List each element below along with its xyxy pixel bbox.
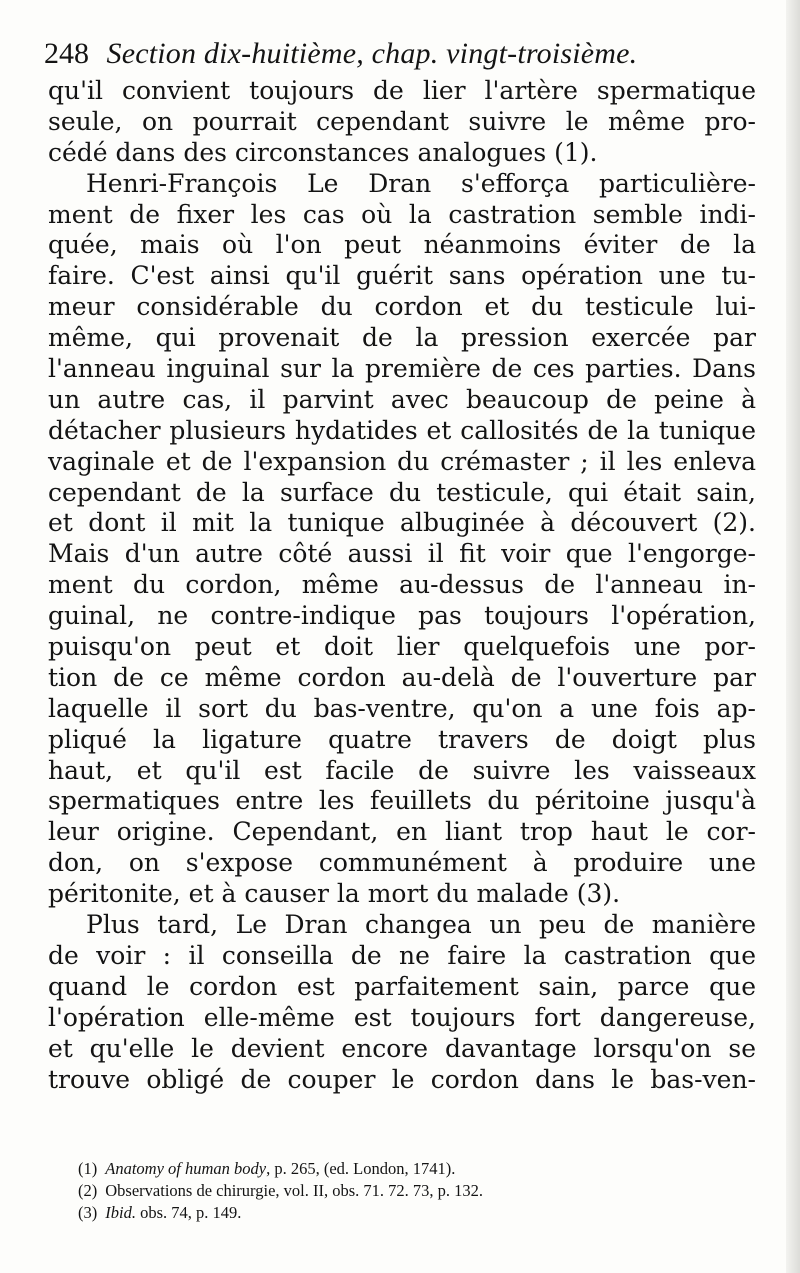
text-line: leur origine. Cependant, en liant trop haut le cor- — [48, 817, 756, 847]
text-line: laquelle il sort du bas-ventre, qu'on a une fois ap- — [48, 693, 756, 723]
text-line: quand le cordon est parfaitement sain, parce que — [48, 971, 756, 1001]
page-edge-shadow — [786, 0, 800, 1273]
text-line: haut, et qu'il est facile de suivre les vaisseaux — [48, 755, 756, 785]
text-line: l'opération elle-même est toujours fort dangereuse, — [48, 1002, 756, 1032]
text-line: pliqué la ligature quatre travers de doigt plus — [48, 724, 756, 754]
text-line: qu'il convient toujours de lier l'artère spermatique — [48, 76, 756, 105]
text-line: et qu'elle le devient encore davantage lorsqu'on se — [48, 1033, 756, 1063]
footnote-number: (1) — [78, 1159, 98, 1178]
text-line: faire. C'est ainsi qu'il guérit sans opération une tu- — [48, 261, 756, 291]
text-line: Plus tard, Le Dran changea un peu de manière — [86, 910, 756, 940]
text-line: cependant de la surface du testicule, qui était sain, — [48, 477, 756, 507]
text-line: puisqu'on peut et doit lier quelquefois une por- — [48, 632, 756, 662]
text-line: guinal, ne contre-indique pas toujours l'opération, — [48, 601, 756, 631]
text-line: tion de ce même cordon au-delà de l'ouverture par — [48, 662, 756, 692]
footnote-citation-title: Ibid. — [105, 1203, 136, 1222]
footnote-text: Observations de chirurgie, vol. II, obs. 71. 72. 73, p. 132. — [105, 1181, 484, 1200]
text-line: quée, mais où l'on peut néanmoins éviter de la — [48, 230, 756, 260]
text-line: un autre cas, il parvint avec beaucoup de peine à — [48, 384, 756, 414]
text-line: don, on s'expose communément à produire une — [48, 848, 756, 878]
footnote-number: (3) — [78, 1203, 98, 1222]
body-text — [48, 76, 756, 1095]
footnote — [78, 1158, 758, 1180]
text-line: détacher plusieurs hydatides et callosités de la tunique — [48, 415, 756, 445]
text-line: seule, on pourrait cependant suivre le même pro- — [48, 106, 756, 136]
text-line: ment du cordon, même au-dessus de l'anneau in- — [48, 570, 756, 600]
footnote-text: obs. 74, p. 149. — [135, 1203, 242, 1222]
text-line: de voir : il conseilla de ne faire la castration que — [48, 940, 756, 970]
text-line: meur considérable du cordon et du testicule lui- — [48, 292, 756, 322]
text-line: et dont il mit la tunique albuginée à découvert (2). — [48, 508, 756, 538]
text-line: Henri-François Le Dran s'efforça particulière- — [86, 168, 756, 198]
footnote-text: , p. 265, (ed. London, 1741). — [266, 1159, 456, 1178]
text-line: vaginale et de l'expansion du crémaster ; il les enleva — [48, 446, 756, 476]
footnote-citation-title: Anatomy of human body — [105, 1159, 267, 1178]
footnote — [78, 1180, 758, 1202]
text-line: ment de fixer les cas où la castration semble indi- — [48, 199, 756, 229]
text-line: Mais d'un autre côté aussi il fit voir que l'engorge- — [48, 539, 756, 569]
footnote-number: (2) — [78, 1181, 98, 1200]
text-line: spermatiques entre les feuillets du péritoine jusqu'à — [48, 786, 756, 816]
text-line: même, qui provenait de la pression exercée par — [48, 323, 756, 353]
running-header — [44, 30, 764, 78]
text-line: péritonite, et à causer la mort du malade (3). — [48, 879, 621, 909]
text-line: trouve obligé de couper le cordon dans le bas-ven- — [48, 1064, 756, 1094]
running-title: Section dix-huitième, chap. vingt-troisième. — [106, 37, 638, 70]
text-line: l'anneau inguinal sur la première de ces parties. Dans — [48, 354, 756, 384]
footnotes — [78, 1158, 758, 1224]
text-line: cédé dans des circonstances analogues (1). — [48, 137, 598, 167]
footnote — [78, 1202, 758, 1224]
page-number: 248 — [44, 37, 89, 70]
